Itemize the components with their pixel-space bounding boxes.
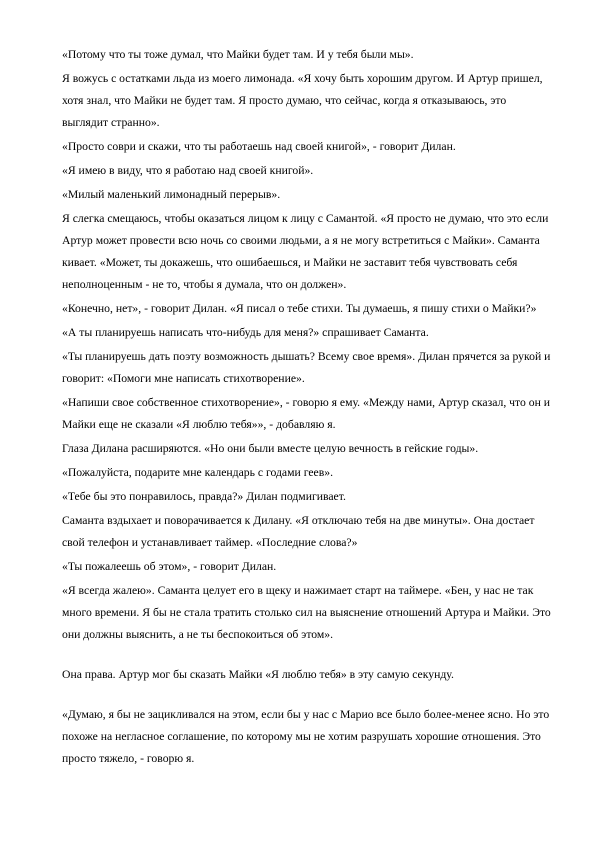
paragraph: «Тебе бы это понравилось, правда?» Дилан подмигивает.: [62, 490, 346, 503]
paragraph: Глаза Дилана расширяются. «Но они были вместе целую вечность в гейские годы».: [62, 442, 479, 455]
paragraph: «Пожалуйста, подарите мне календарь с годами геев».: [62, 466, 333, 479]
paragraph: «Думаю, я бы не зацикливался на этом, если бы у нас с Марио все было более-менее ясно. Но это похоже на негласное соглашение, по которому мы не хотим разрушать хорошие отношения. Это просто тяжело, - говорю я.: [62, 708, 550, 765]
paragraph: «Ты пожалеешь об этом», - говорит Дилан.: [62, 560, 277, 573]
paragraph: «Я всегда жалею». Саманта целует его в щеку и нажимает старт на таймере. «Бен, у нас не так много времени. Я бы не стала тратить столько сил на выяснение отношений Артура и Майки. Это они должны выяснить, а не ты беспокоиться об этом».: [62, 584, 551, 641]
paragraph: «Потому что ты тоже думал, что Майки будет там. И у тебя были мы».: [62, 48, 414, 61]
paragraph: Саманта вздыхает и поворачивается к Дилану. «Я отключаю тебя на две минуты». Она достает свой телефон и устанавливает таймер. «Последние слова?»: [62, 514, 535, 549]
paragraph: Она права. Артур мог бы сказать Майки «Я люблю тебя» в эту самую секунду.: [62, 668, 454, 681]
paragraph: «Я имею в виду, что я работаю над своей книгой».: [62, 164, 314, 177]
paragraph: Я слегка смещаюсь, чтобы оказаться лицом к лицу с Самантой. «Я просто не думаю, что это если Артур может провести всю ночь со своими людьми, а я не могу встретиться с Майки». Саманта кивает. «Может, ты докажешь, что ошибаешься, и Майки не заставит тебя чувствовать себя неполноценным - не то, чтобы я думала, что он должен».: [62, 212, 549, 291]
paragraph: Я вожусь с остатками льда из моего лимонада. «Я хочу быть хорошим другом. И Артур пришел, хотя знал, что Майки не будет там. Я просто думаю, что сейчас, когда я отказываюсь, это выглядит странно».: [62, 72, 543, 129]
paragraph: «Ты планируешь дать поэту возможность дышать? Всему свое время». Дилан прячется за рукой и говорит: «Помоги мне написать стихотворение».: [62, 350, 551, 385]
paragraph: «Конечно, нет», - говорит Дилан. «Я писал о тебе стихи. Ты думаешь, я пишу стихи о Майки?»: [62, 302, 537, 315]
paragraph: «Напиши свое собственное стихотворение», - говорю я ему. «Между нами, Артур сказал, что он и Майки еще не сказали «Я люблю тебя»», - добавляю я.: [62, 396, 551, 431]
paragraph: «Милый маленький лимонадный перерыв».: [62, 188, 281, 201]
paragraph: «Просто соври и скажи, что ты работаешь над своей книгой», - говорит Дилан.: [62, 140, 456, 153]
paragraph: «А ты планируешь написать что-нибудь для меня?» спрашивает Саманта.: [62, 326, 429, 339]
document-text: [62, 44, 552, 772]
